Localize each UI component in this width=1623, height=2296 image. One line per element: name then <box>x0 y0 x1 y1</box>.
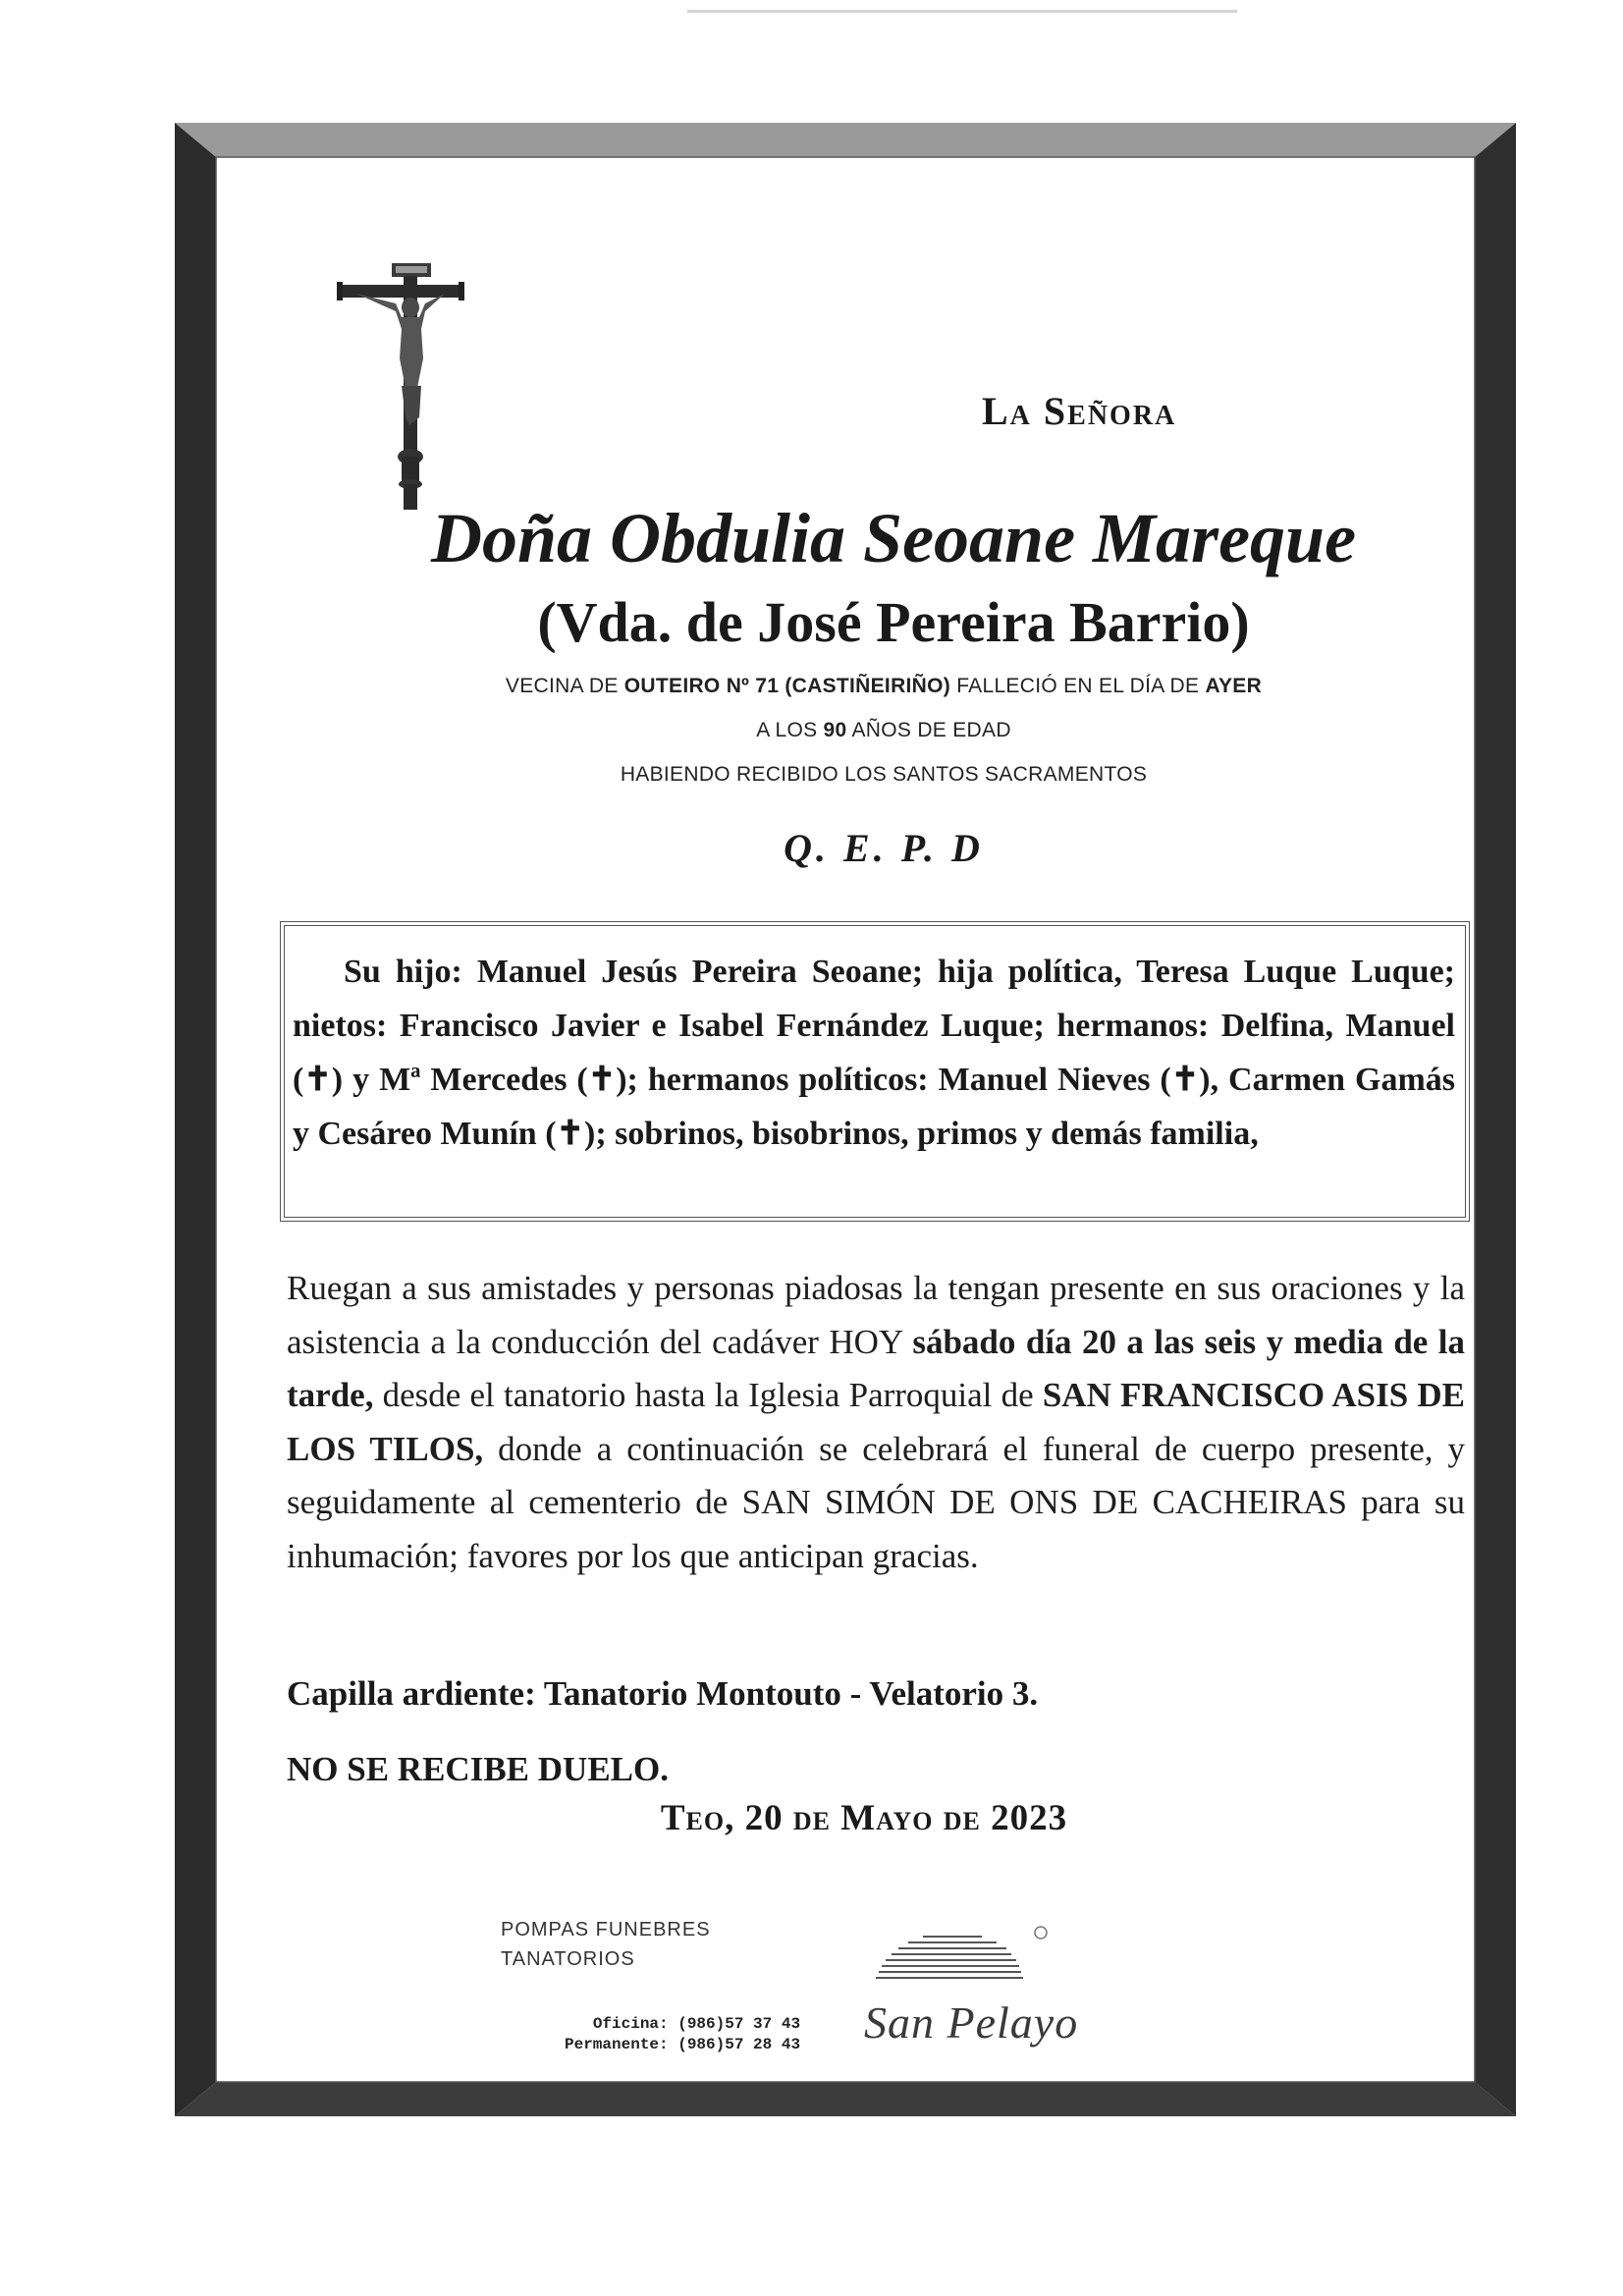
family-text: Su hijo: Manuel Jesús Pereira Seoane; hija política, Teresa Luque Luque; nietos: Francisco Javier e Isabel Fernández Luque; hermanos: Delfina, Manuel (✝) y Mª Mercedes (✝); hermanos políticos: Manuel Nieves (✝), Carmen Gamás y Cesáreo Munín (✝); sobrinos, bisobrinos, primos y demás familia, <box>293 954 1455 1152</box>
no-duelo-line: NO SE RECIBE DUELO. <box>287 1750 669 1788</box>
obituary-frame <box>175 123 1516 2116</box>
family-box <box>280 921 1470 1222</box>
deceased-name: Doña Obdulia Seoane Mareque <box>430 499 1357 577</box>
funeral-home-line2: TANATORIOS <box>501 1948 635 1970</box>
sacraments-line: HABIENDO RECIBIDO LOS SANTOS SACRAMENTOS <box>620 763 1148 786</box>
permanent-phone: Permanente: (986)57 28 43 <box>565 2036 801 2053</box>
age-line: A LOS 90 AÑOS DE EDAD <box>756 719 1011 741</box>
obituary-content <box>216 157 1475 2077</box>
scan-artifact-line <box>687 10 1237 13</box>
widow-of: (Vda. de José Pereira Barrio) <box>537 590 1250 654</box>
phone-numbers <box>565 2014 800 2055</box>
office-phone: Oficina: (986)57 37 43 <box>592 2015 801 2033</box>
title-la-senora: La Señora <box>982 389 1177 433</box>
funeral-home-label <box>501 1915 711 1974</box>
funeral-home-line1: POMPAS FUNEBRES <box>501 1919 711 1941</box>
prayer-paragraph: Ruegan a sus amistades y personas piadosas la tengan presente en sus oraciones y la asistencia a la conducción del cadáver HOY sábado día 20 a las seis y media de la tarde, desde el tanatorio hasta la Iglesia Parroquial de SAN FRANCISCO ASIS DE LOS TILOS, donde a continuación se celebrará el funeral de cuerpo presente, y seguidamente al cementerio de SAN SIMÓN DE ONS DE CACHEIRAS para su inhumación; favores por los que anticipan gracias. <box>287 1269 1466 1575</box>
chapel-line: Capilla ardiente: Tanatorio Montouto - Velatorio 3. <box>287 1674 1039 1713</box>
san-pelayo-brand: San Pelayo <box>864 1997 1079 2048</box>
place-date: Teo, 20 de Mayo de 2023 <box>660 1798 1068 1838</box>
residence-line: VECINA DE OUTEIRO Nº 71 (CASTIÑEIRIÑO) FALLECIÓ EN EL DÍA DE AYER <box>505 675 1263 697</box>
crucifix-icon <box>337 260 464 511</box>
qepd-mark: Q. E. P. D <box>784 826 984 870</box>
